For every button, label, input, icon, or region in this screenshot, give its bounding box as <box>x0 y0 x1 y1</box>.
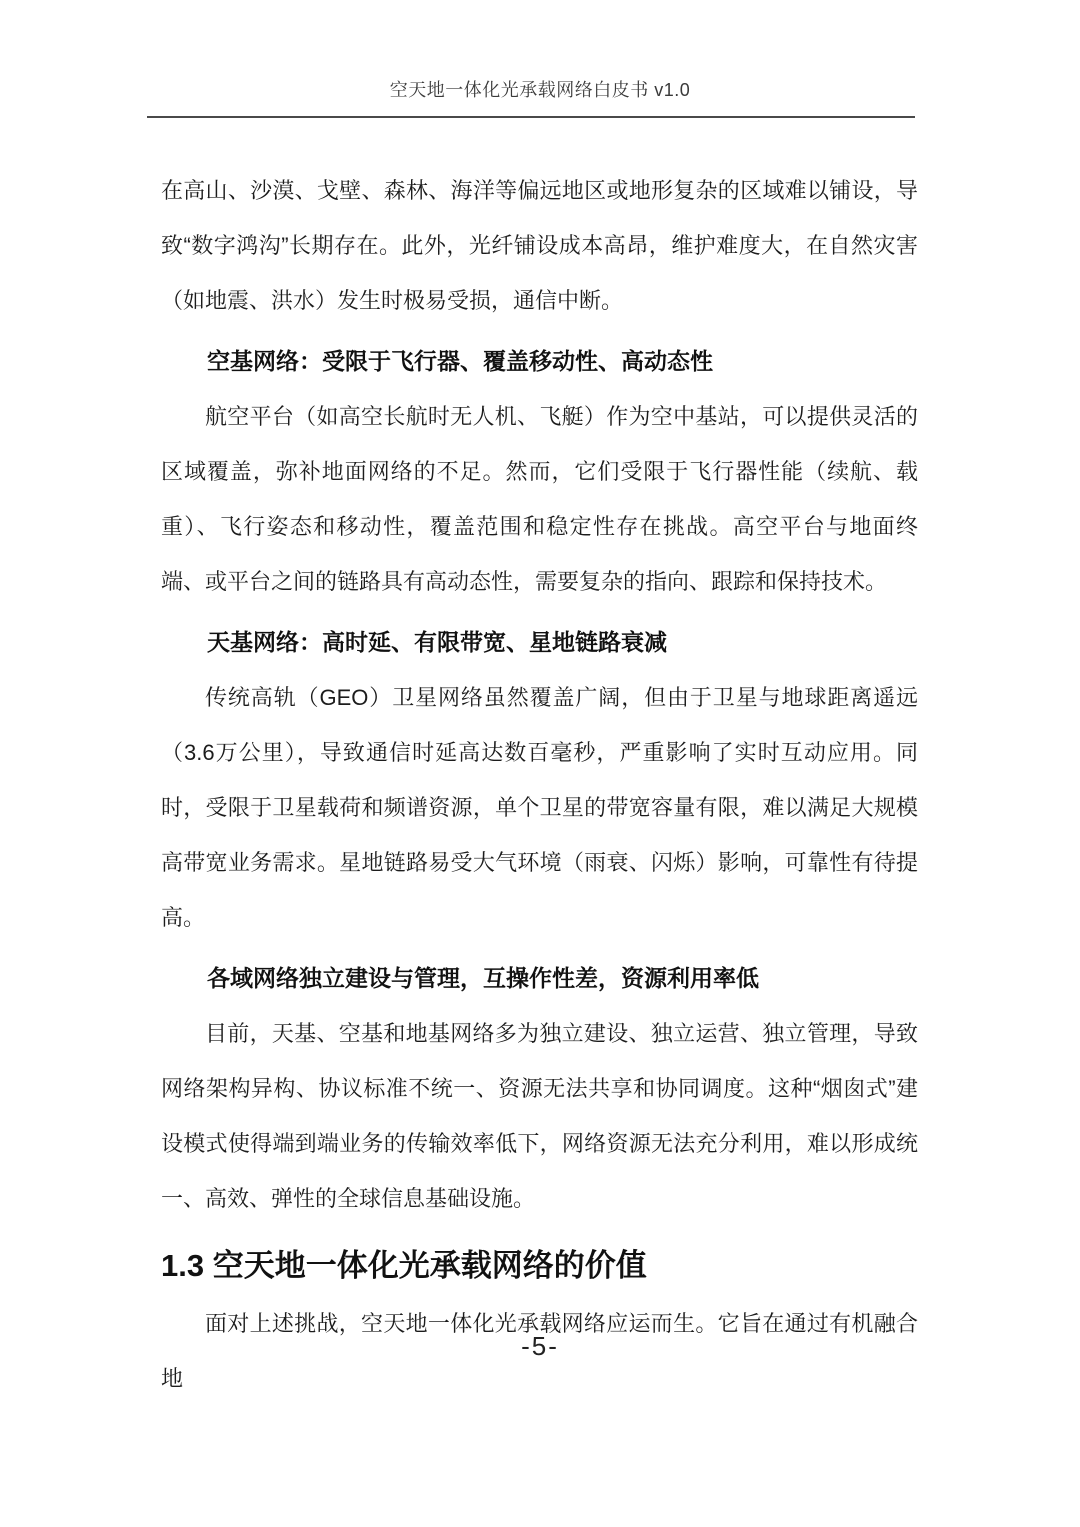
body-paragraph-air-network: 航空平台（如高空长航时无人机、飞艇）作为空中基站，可以提供灵活的区域覆盖，弥补地面网络的不足。然而，它们受限于飞行器性能（续航、载重）、飞行姿态和移动性，覆盖范围和稳定性存在挑战。高空平台与地面终端、或平台之间的链路具有高动态性，需要复杂的指向、跟踪和保持技术。 <box>161 404 918 594</box>
body-paragraph-space-network: 传统高轨（GEO）卫星网络虽然覆盖广阔，但由于卫星与地球距离遥远（3.6万公里），导致通信时延高达数百毫秒，严重影响了实时互动应用。同时，受限于卫星载荷和频谱资源，单个卫星的带宽容量有限，难以满足大规模高带宽业务需求。星地链路易受大气环境（雨衰、闪烁）影响，可靠性有待提高。 <box>161 685 918 930</box>
body-paragraph-independent-networks: 目前，天基、空基和地基网络多为独立建设、独立运营、独立管理，导致网络架构异构、协议标准不统一、资源无法共享和协同调度。这种“烟囱式”建设模式使得端到端业务的传输效率低下，网络资源无法充分利用，难以形成统一、高效、弹性的全球信息基础设施。 <box>161 1021 918 1211</box>
subsection-heading-space-network: 天基网络：高时延、有限带宽、星地链路衰减 <box>207 629 667 655</box>
page-header-title: 空天地一体化光承载网络白皮书 v1.0 <box>389 80 691 100</box>
header-divider <box>147 116 915 118</box>
body-paragraph-intro-continuation: 在高山、沙漠、戈壁、森林、海洋等偏远地区或地形复杂的区域难以铺设，导致“数字鸿沟”长期存在。此外，光纤铺设成本高昂，维护难度大，在自然灾害（如地震、洪水）发生时极易受损，通信中断。 <box>161 178 918 313</box>
document-body <box>161 163 918 1406</box>
section-heading-1-3: 1.3 空天地一体化光承载网络的价值 <box>161 1248 647 1283</box>
subsection-heading-air-network: 空基网络：受限于飞行器、覆盖移动性、高动态性 <box>207 348 713 374</box>
subsection-heading-independent-networks: 各域网络独立建设与管理，互操作性差，资源利用率低 <box>207 965 759 991</box>
body-paragraph-value-intro: 面对上述挑战，空天地一体化光承载网络应运而生。它旨在通过有机融合地 <box>161 1311 918 1391</box>
page-number: -5- <box>521 1331 559 1361</box>
